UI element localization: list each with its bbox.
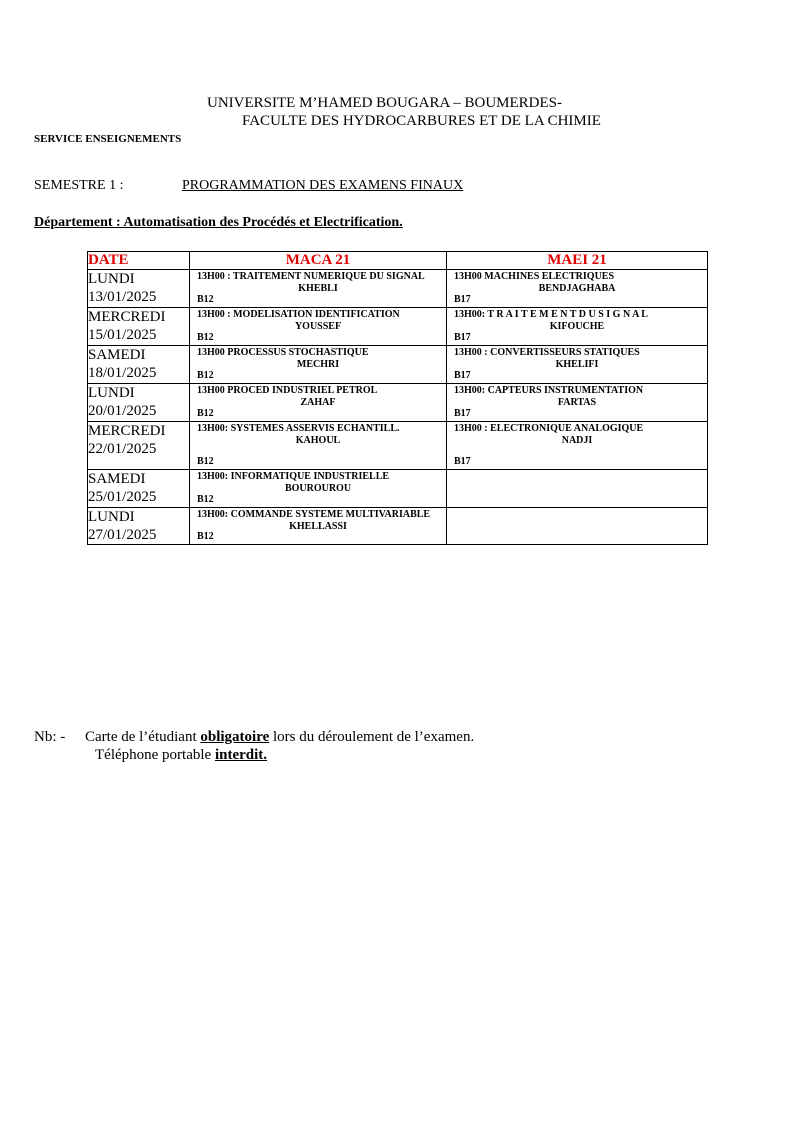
room-label: B12 xyxy=(197,294,214,305)
exam-date: 18/01/2025 xyxy=(88,365,157,381)
exam-title: 13H00 : TRAITEMENT NUMERIQUE DU SIGNAL xyxy=(197,271,425,282)
note-label: Nb: - xyxy=(34,729,66,745)
maei-exam-cell xyxy=(447,422,708,470)
department-title: Département : Automatisation des Procédés et Electrification. xyxy=(34,215,403,230)
room-label: B12 xyxy=(197,531,214,542)
note-line-2 xyxy=(95,747,267,764)
note-text: Carte de l’étudiant xyxy=(85,729,201,745)
room-label: B17 xyxy=(454,408,471,419)
exam-title: 13H00 : MODELISATION IDENTIFICATION xyxy=(197,309,400,320)
exam-date: 20/01/2025 xyxy=(88,403,157,419)
maca-exam-cell xyxy=(190,384,447,422)
exam-title: 13H00 PROCESSUS STOCHASTIQUE xyxy=(197,347,369,358)
date-cell xyxy=(88,384,190,422)
day-name: SAMEDI xyxy=(88,471,146,487)
table-row xyxy=(88,508,708,545)
date-cell xyxy=(88,470,190,508)
header-date: DATE xyxy=(88,252,190,270)
room-label: B12 xyxy=(197,494,214,505)
room-label: B17 xyxy=(454,456,471,467)
exam-title: 13H00 MACHINES ELECTRIQUES xyxy=(454,271,615,282)
date-cell xyxy=(88,346,190,384)
maca-exam-cell xyxy=(190,508,447,545)
note-text: lors du déroulement de l’examen. xyxy=(269,729,475,745)
exam-title: 13H00 : CONVERTISSEURS STATIQUES xyxy=(454,347,640,358)
date-cell xyxy=(88,508,190,545)
professor-name: FARTAS xyxy=(557,397,597,408)
note-text: Téléphone portable xyxy=(95,747,215,763)
maca-exam-cell xyxy=(190,308,447,346)
maca-exam-cell xyxy=(190,470,447,508)
exam-date: 22/01/2025 xyxy=(88,441,157,457)
maei-exam-cell xyxy=(447,270,708,308)
maei-exam-cell xyxy=(447,508,708,545)
maei-exam-cell xyxy=(447,384,708,422)
exam-date: 15/01/2025 xyxy=(88,327,157,343)
exam-date: 13/01/2025 xyxy=(88,289,157,305)
room-label: B12 xyxy=(197,370,214,381)
note-emphasis: obligatoire xyxy=(200,729,270,745)
exam-schedule-table xyxy=(87,251,708,545)
day-name: LUNDI xyxy=(88,385,135,401)
faculty-title: FACULTE DES HYDROCARBURES ET DE LA CHIMIE xyxy=(242,113,601,129)
maei-exam-cell xyxy=(447,470,708,508)
professor-name: KHEBLI xyxy=(298,283,338,294)
table-row xyxy=(88,384,708,422)
exam-title: 13H00 : ELECTRONIQUE ANALOGIQUE xyxy=(454,423,644,434)
day-name: MERCREDI xyxy=(88,423,166,439)
maca-exam-cell xyxy=(190,422,447,470)
professor-name: KHELLASSI xyxy=(289,521,347,532)
university-title: UNIVERSITE M’HAMED BOUGARA – BOUMERDES- xyxy=(207,95,563,111)
maca-exam-cell xyxy=(190,346,447,384)
note-line-1 xyxy=(85,729,474,746)
date-cell xyxy=(88,270,190,308)
table-row xyxy=(88,270,708,308)
exam-title: 13H00: COMMANDE SYSTEME MULTIVARIABLE xyxy=(197,509,431,520)
semester-label: SEMESTRE 1 : xyxy=(34,178,124,193)
table-row xyxy=(88,470,708,508)
exam-date: 27/01/2025 xyxy=(88,527,157,543)
professor-name: KIFOUCHE xyxy=(549,321,605,332)
professor-name: NADJI xyxy=(561,435,593,446)
table-row xyxy=(88,308,708,346)
professor-name: YOUSSEF xyxy=(294,321,342,332)
exam-title: 13H00: T R A I T E M E N T D U S I G N A L xyxy=(454,309,648,320)
exam-title: 13H00: SYSTEMES ASSERVIS ECHANTILL. xyxy=(197,423,400,434)
room-label: B17 xyxy=(454,332,471,343)
table-row xyxy=(88,346,708,384)
room-label: B17 xyxy=(454,370,471,381)
exam-title xyxy=(447,508,707,509)
date-cell xyxy=(88,308,190,346)
maei-exam-cell xyxy=(447,346,708,384)
day-name: LUNDI xyxy=(88,509,135,525)
table-header-row xyxy=(88,252,708,270)
exam-title xyxy=(447,470,707,471)
header-maei: MAEI 21 xyxy=(447,252,708,270)
day-name: MERCREDI xyxy=(88,309,166,325)
maca-exam-cell xyxy=(190,270,447,308)
day-name: SAMEDI xyxy=(88,347,146,363)
professor-name: BENDJAGHABA xyxy=(538,283,616,294)
exam-date: 25/01/2025 xyxy=(88,489,157,505)
day-name: LUNDI xyxy=(88,271,135,287)
note-emphasis: interdit. xyxy=(214,747,268,763)
service-label: SERVICE ENSEIGNEMENTS xyxy=(34,133,182,145)
room-label: B17 xyxy=(454,294,471,305)
date-cell xyxy=(88,422,190,470)
table-row xyxy=(88,422,708,470)
professor-name: KAHOUL xyxy=(295,435,341,446)
room-label: B12 xyxy=(197,332,214,343)
room-label: B12 xyxy=(197,408,214,419)
professor-name: MECHRI xyxy=(296,359,340,370)
professor-name: KHELIFI xyxy=(555,359,599,370)
professor-name: ZAHAF xyxy=(300,397,336,408)
exam-title: 13H00: INFORMATIQUE INDUSTRIELLE xyxy=(197,471,390,482)
header-maca: MACA 21 xyxy=(190,252,447,270)
professor-name: BOUROUROU xyxy=(284,483,352,494)
room-label: B12 xyxy=(197,456,214,467)
program-title: PROGRAMMATION DES EXAMENS FINAUX xyxy=(182,178,464,193)
exam-title: 13H00 PROCED INDUSTRIEL PETROL xyxy=(197,385,378,396)
maei-exam-cell xyxy=(447,308,708,346)
exam-title: 13H00: CAPTEURS INSTRUMENTATION xyxy=(454,385,644,396)
